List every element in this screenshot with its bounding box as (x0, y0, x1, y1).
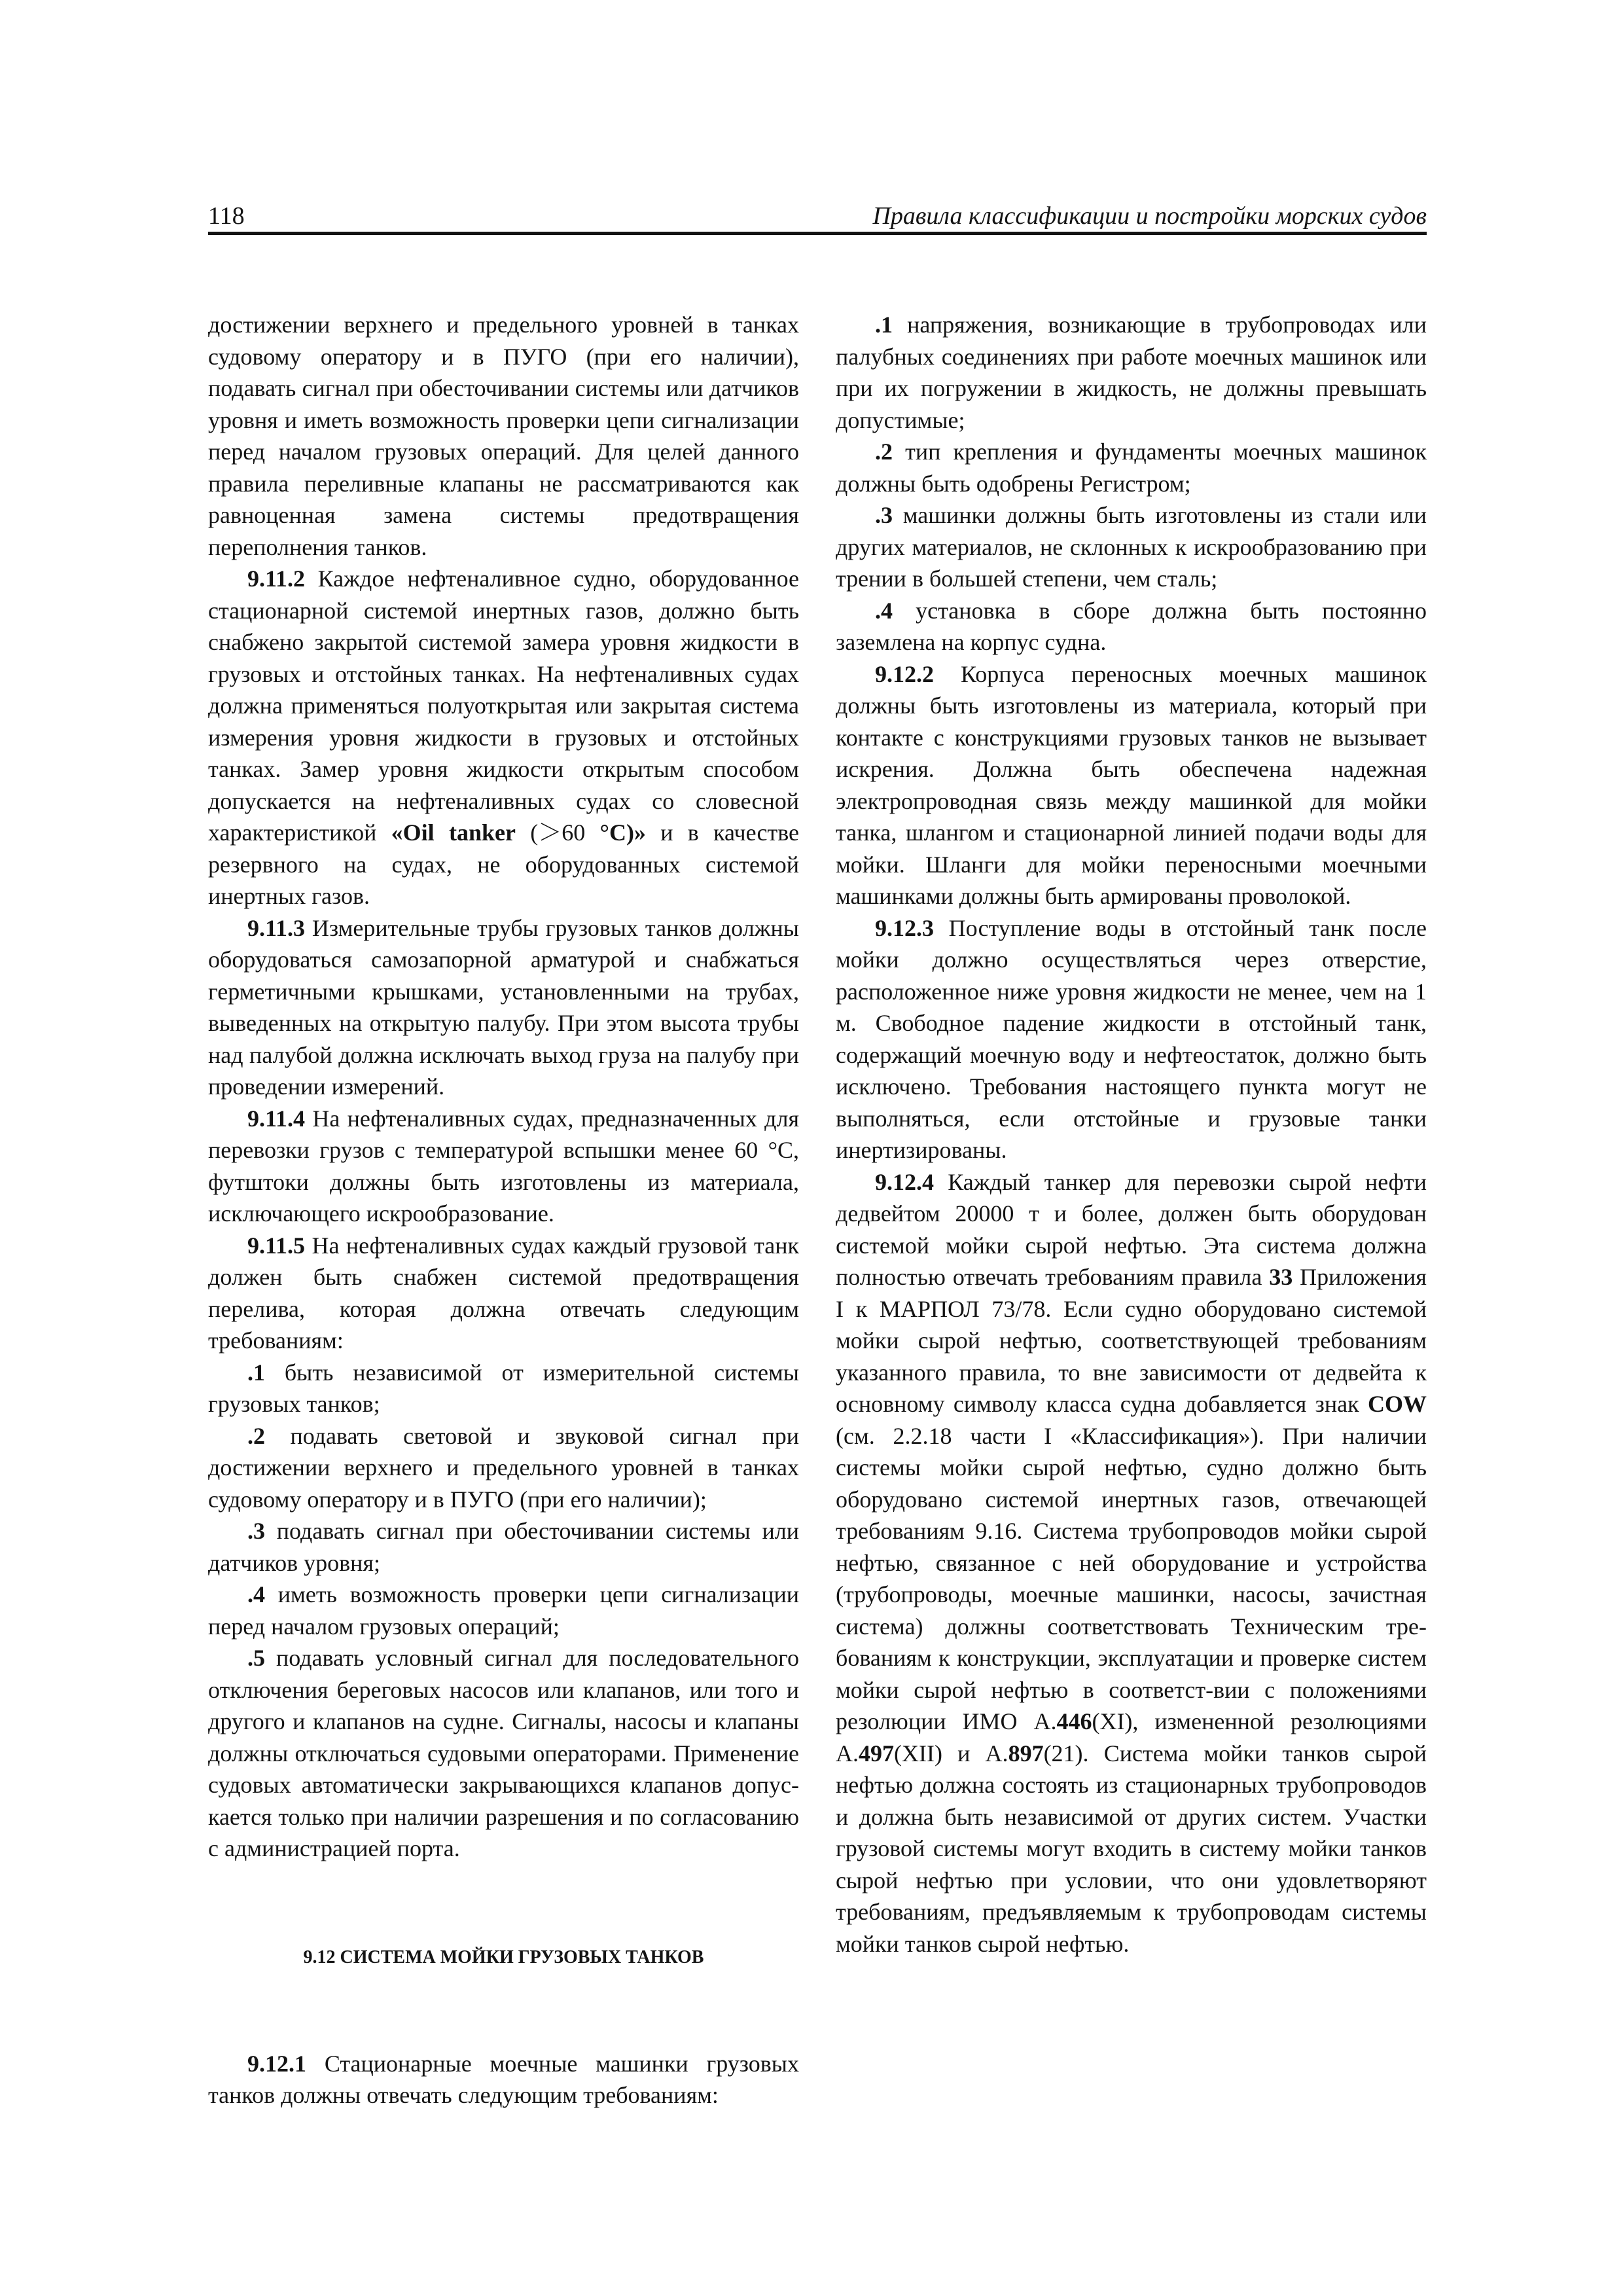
list-item-4: .4 установка в сборе должна быть постоянно заземлена на корпус судна. (836, 597, 1427, 655)
list-item-2: .2 подавать световой и звуковой сигнал при достижении верхнего и предельного уровней в танках судовому оператору и в ПУГО (при его наличии); (208, 1422, 799, 1513)
clause-number: 9.12.1 (247, 2050, 306, 2077)
paragraph-9-12-3: 9.12.3 Поступление воды в отстойный танк после мойки должно осуществляться через отверстие, расположенное ниже уровня жидкости не менее, чем на 1 м. Свободное падение жидкости в отстойный танк, содержащий моечную воду и нефтеостаток, должно быть исключено. Требования настоящего пункта могут не выполняться, если отстойные и грузовые танки инертизированы. (836, 914, 1427, 1163)
list-item-3: .3 машинки должны быть изготовлены из стали или других материалов, не склонных к искрообразованию при трении в большей степени, чем сталь; (836, 502, 1427, 592)
list-item-3: .3 подавать сигнал при обесточивании системы или датчиков уровня; (208, 1518, 799, 1576)
paragraph-9-12-1: 9.12.1 Стационарные моечные машинки грузовых танков должны отвечать следующим требованиям: (208, 2050, 799, 2108)
list-item-1: .1 напряжения, возникающие в трубопроводах или палубных соединениях при работе моечных машинок или при их погружении в жидкость, не должны превышать допустимые; (836, 312, 1427, 433)
page-number: 118 (208, 202, 245, 230)
paragraph-continuation: достижении верхнего и предельного уровней в танках судовому оператору и в ПУГО (при его наличии), подавать сигнал при обесточивании системы или датчиков уровня и иметь возможность проверки цепи сигнализации перед началом грузовых операций. Для целей данного правила переливные клапаны не рассматриваются как равноценная замена системы предотвращения переполнения танков. (208, 312, 799, 560)
paragraph-9-11-5: 9.11.5 На нефтеналивных судах каждый грузовой танк должен быть снабжен системой предотвращения перелива, которая должна отвечать следующим требованиям: (208, 1232, 799, 1354)
running-header (208, 200, 1427, 232)
running-title: Правила классификации и постройки морских судов (872, 202, 1427, 230)
right-column (836, 309, 1427, 1960)
list-item-2: .2 тип крепления и фундаменты моечных машинок должны быть одобрены Регистром; (836, 439, 1427, 497)
header-rule (208, 232, 1427, 235)
section-heading: 9.12 СИСТЕМА МОЙКИ ГРУЗОВЫХ ТАНКОВ (303, 1946, 704, 1967)
paragraph-9-12-2: 9.12.2 Корпуса переносных моечных машинок должны быть изготовлены из материала, который при контакте с конструкциями грузовых танков не вызывает искрения. Должна быть обеспечена надежная электропроводная связь между машинкой для мойки танка, шлангом и стационарной линией подачи воды для мойки. Шланги для мойки переносными моечными машинками должны быть армированы проволокой. (836, 660, 1427, 909)
clause-number: 9.11.2 (247, 565, 306, 592)
clause-number: 9.11.5 (247, 1232, 306, 1259)
paragraph-9-11-3: 9.11.3 Измерительные трубы грузовых танков должны оборудоваться самозапорной арматурой и снабжаться герметичными крышками, установленными на трубах, выведенных на открытую палубу. При этом высота трубы над палубой должна исключать выход груза на палубу при проведении измерений. (208, 914, 799, 1100)
paragraph-9-11-4: 9.11.4 На нефтеналивных судах, предназначенных для перевозки грузов с температурой вспышки менее 60 °C, футштоки должны быть изготовлены из материала, исключающего искрообразование. (208, 1105, 799, 1227)
left-column (208, 309, 799, 2111)
clause-number: 9.12.3 (875, 914, 934, 941)
clause-number: 9.11.3 (247, 914, 306, 941)
clause-number: 9.12.4 (875, 1168, 934, 1195)
clause-number: 9.12.2 (875, 660, 934, 687)
list-item-1: .1 быть независимой от измерительной системы грузовых танков; (208, 1359, 799, 1417)
list-item-4: .4 иметь возможность проверки цепи сигнализации перед началом грузовых операций; (208, 1581, 799, 1640)
paragraph-9-12-4: 9.12.4 Каждый танкер для перевозки сырой нефти дедвейтом 20000 т и более, должен быть оборудован системой мойки сырой нефтью. Эта система должна полностью отвечать требованиям правила 33 Приложения I к МАРПОЛ 73/78. Если судно оборудовано системой мойки сырой нефтью, соответствующей требованиям указанного правила, то вне зависимости от дедвейта к основному символу класса судна добавляется знак COW (см. 2.2.18 части I «Классификация»). При наличии системы мойки сырой нефтью, судно должно быть оборудовано системой инертных газов, отвечающей требованиям 9.16. Система трубопроводов мойки сырой нефтью, связанное с ней оборудование и устройства (трубопроводы, моечные машинки, насосы, зачистная система) должны соответствовать Техническим требованиям к конструкции, эксплуатации и проверке систем мойки сырой нефтью в соответст-вии с положениями резолюции ИМО А.446(XI), измененной резолюциями А.497(XII) и А.897(21). Система мойки танков сырой нефтью должна состоять из стационарных трубопроводов и должна быть независимой от других систем. Участки грузовой системы могут входить в систему мойки танков сырой нефтью при условии, что они удовлетворяют требованиям, предъявляемым к трубопроводам системы мойки танков сырой нефтью. (836, 1168, 1427, 1957)
clause-number: 9.11.4 (247, 1105, 306, 1132)
list-item-5: .5 подавать условный сигнал для последовательного отключения береговых насосов или клапанов, или того и другого и клапанов на судне. Сигналы, насосы и клапаны должны отключаться судовыми операторами. Применение судовых автоматически закрывающихся клапанов допус-кается только при наличии разрешения и по согласованию с администрацией порта. (208, 1645, 799, 1861)
paragraph-9-11-2: 9.11.2 Каждое нефтеналивное судно, оборудованное стационарной системой инертных газов, должно быть снабжено закрытой системой замера уровня жидкости в грузовых и отстойных танках. На нефтеналивных судах должна применяться полуоткрытая или закрытая система измерения уровня жидкости в грузовых и отстойных танках. Замер уровня жидкости открытым способом допускается на нефтеналивных судах со словесной характеристикой «Oil tanker (＞60 °C)» и в качестве резервного на судах, не оборудованных системой инертных газов. (208, 565, 800, 909)
